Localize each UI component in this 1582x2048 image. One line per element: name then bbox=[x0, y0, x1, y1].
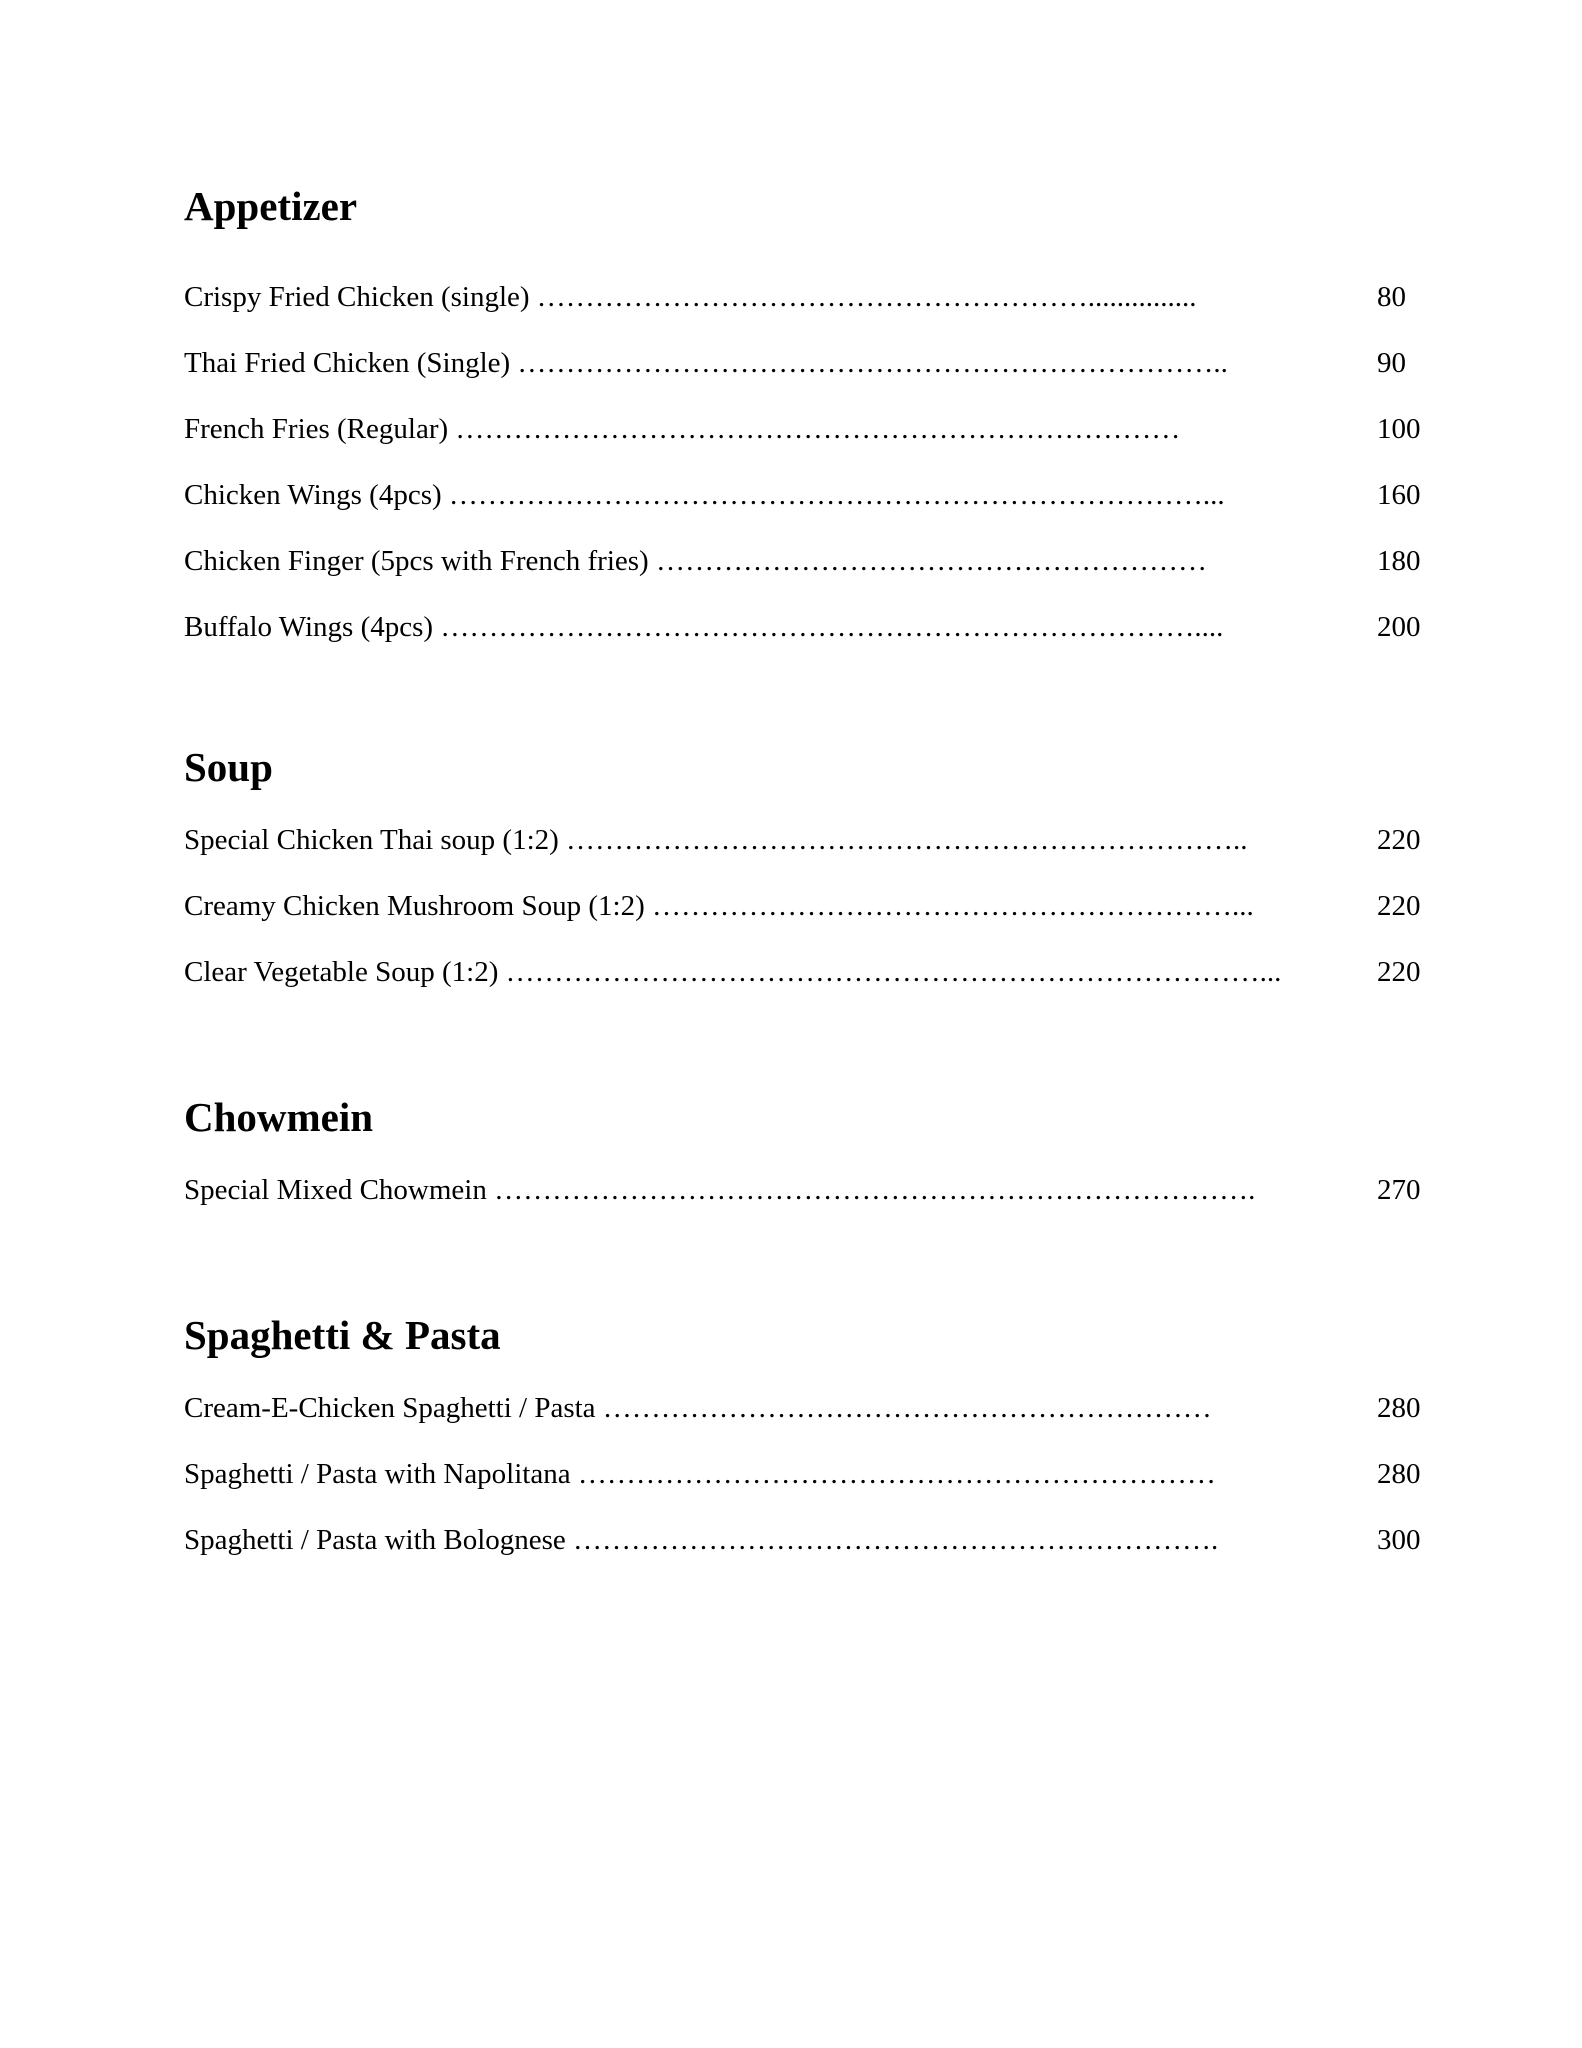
item-name: Special Chicken Thai soup (1:2) …………………………………………………………….. bbox=[184, 824, 1248, 856]
item-name: Spaghetti / Pasta with Bolognese …………………………………………………………. bbox=[184, 1524, 1219, 1556]
item-list bbox=[184, 1171, 1444, 1237]
item-price: 300 bbox=[1377, 1524, 1421, 1556]
menu-item bbox=[184, 608, 1444, 674]
item-name: Buffalo Wings (4pcs) …………………………………………………………………….... bbox=[184, 611, 1224, 643]
section-soup bbox=[184, 742, 1444, 1019]
menu-item bbox=[184, 1389, 1444, 1455]
item-price: 270 bbox=[1377, 1174, 1421, 1206]
item-name: Creamy Chicken Mushroom Soup (1:2) ……………………………………………………... bbox=[184, 890, 1254, 922]
item-list bbox=[184, 821, 1444, 1019]
menu-item bbox=[184, 887, 1444, 953]
menu-item bbox=[184, 1521, 1444, 1587]
item-price: 220 bbox=[1377, 956, 1421, 988]
item-name: Clear Vegetable Soup (1:2) ……………………………………………………………………... bbox=[184, 956, 1282, 988]
item-list bbox=[184, 1389, 1444, 1587]
menu-item bbox=[184, 1455, 1444, 1521]
menu-item bbox=[184, 1171, 1444, 1237]
item-price: 280 bbox=[1377, 1392, 1421, 1424]
section-title: Spaghetti & Pasta bbox=[184, 1312, 501, 1358]
menu-item bbox=[184, 953, 1444, 1019]
item-name: Cream-E-Chicken Spaghetti / Pasta ……………………………………………………… bbox=[184, 1392, 1212, 1424]
item-price: 200 bbox=[1377, 611, 1421, 643]
section-title: Chowmein bbox=[184, 1094, 374, 1140]
item-name: Chicken Wings (4pcs) ……………………………………………………………………... bbox=[184, 479, 1225, 511]
item-price: 180 bbox=[1377, 545, 1421, 577]
item-price: 220 bbox=[1377, 890, 1421, 922]
menu-item bbox=[184, 278, 1444, 344]
item-price: 100 bbox=[1377, 413, 1421, 445]
item-price: 160 bbox=[1377, 479, 1421, 511]
item-name: Chicken Finger (5pcs with French fries) ………………………………………………… bbox=[184, 545, 1207, 577]
item-name: Spaghetti / Pasta with Napolitana ………………………………………………………… bbox=[184, 1458, 1216, 1490]
menu-item bbox=[184, 821, 1444, 887]
item-price: 280 bbox=[1377, 1458, 1421, 1490]
menu-item bbox=[184, 542, 1444, 608]
section-title: Soup bbox=[184, 744, 273, 790]
menu-item bbox=[184, 410, 1444, 476]
item-name: Special Mixed Chowmein ……………………………………………………………………. bbox=[184, 1174, 1256, 1206]
item-price: 90 bbox=[1377, 347, 1406, 379]
menu-item bbox=[184, 344, 1444, 410]
item-name: Crispy Fried Chicken (single) …………………………………………………............... bbox=[184, 281, 1197, 313]
menu-item bbox=[184, 476, 1444, 542]
item-price: 220 bbox=[1377, 824, 1421, 856]
section-title: Appetizer bbox=[184, 183, 358, 229]
section-spaghetti-pasta bbox=[184, 1310, 1444, 1587]
item-name: Thai Fried Chicken (Single) ……………………………………………………………….. bbox=[184, 347, 1228, 379]
item-name: French Fries (Regular) ………………………………………………………………… bbox=[184, 413, 1181, 445]
section-appetizer bbox=[184, 181, 1444, 674]
section-chowmein bbox=[184, 1092, 1444, 1237]
item-list bbox=[184, 278, 1444, 674]
item-price: 80 bbox=[1377, 281, 1406, 313]
